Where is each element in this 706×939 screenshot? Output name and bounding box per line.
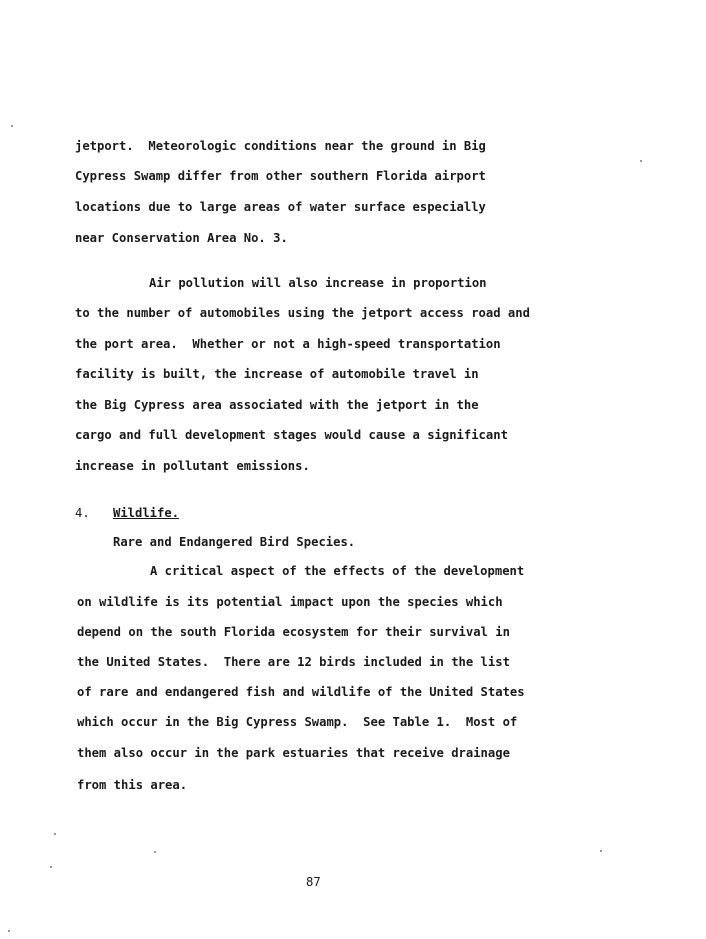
text-line: jetport. Meteorologic conditions near the ground in Big xyxy=(75,139,486,153)
scan-speck xyxy=(154,851,156,853)
text-line: the port area. Whether or not a high-speed transportation xyxy=(75,337,501,351)
scan-speck xyxy=(600,850,602,852)
text-line: depend on the south Florida ecosystem for their survival in xyxy=(77,625,510,639)
text-line: locations due to large areas of water surface especially xyxy=(75,200,486,214)
text-line: from this area. xyxy=(77,778,188,792)
text-line: near Conservation Area No. 3. xyxy=(75,231,288,245)
scan-speck xyxy=(54,833,56,835)
text-line: A critical aspect of the effects of the development xyxy=(150,564,525,578)
subheading: Rare and Endangered Bird Species. xyxy=(113,535,356,549)
text-line: Air pollution will also increase in proportion xyxy=(149,276,487,290)
scan-speck xyxy=(640,160,642,162)
text-line: to the number of automobiles using the jetport access road and xyxy=(75,306,530,320)
page-number: 87 xyxy=(306,875,321,889)
text-line: the United States. There are 12 birds included in the list xyxy=(77,655,510,669)
section-number: 4. xyxy=(75,506,90,520)
text-line: of rare and endangered fish and wildlife of the United States xyxy=(77,685,525,699)
scan-speck xyxy=(8,930,10,932)
text-line: them also occur in the park estuaries that receive drainage xyxy=(77,746,510,760)
text-line: the Big Cypress area associated with the jetport in the xyxy=(75,398,479,412)
text-line: facility is built, the increase of automobile travel in xyxy=(75,367,479,381)
text-line: on wildlife is its potential impact upon the species which xyxy=(77,595,503,609)
section-title: Wildlife. xyxy=(113,506,180,520)
text-line: cargo and full development stages would cause a significant xyxy=(75,428,508,442)
scan-speck xyxy=(50,866,52,868)
text-line: increase in pollutant emissions. xyxy=(75,459,310,473)
text-line: which occur in the Big Cypress Swamp. See Table 1. Most of xyxy=(77,715,518,729)
text-line: Cypress Swamp differ from other southern Florida airport xyxy=(75,169,486,183)
scan-speck xyxy=(11,125,13,127)
